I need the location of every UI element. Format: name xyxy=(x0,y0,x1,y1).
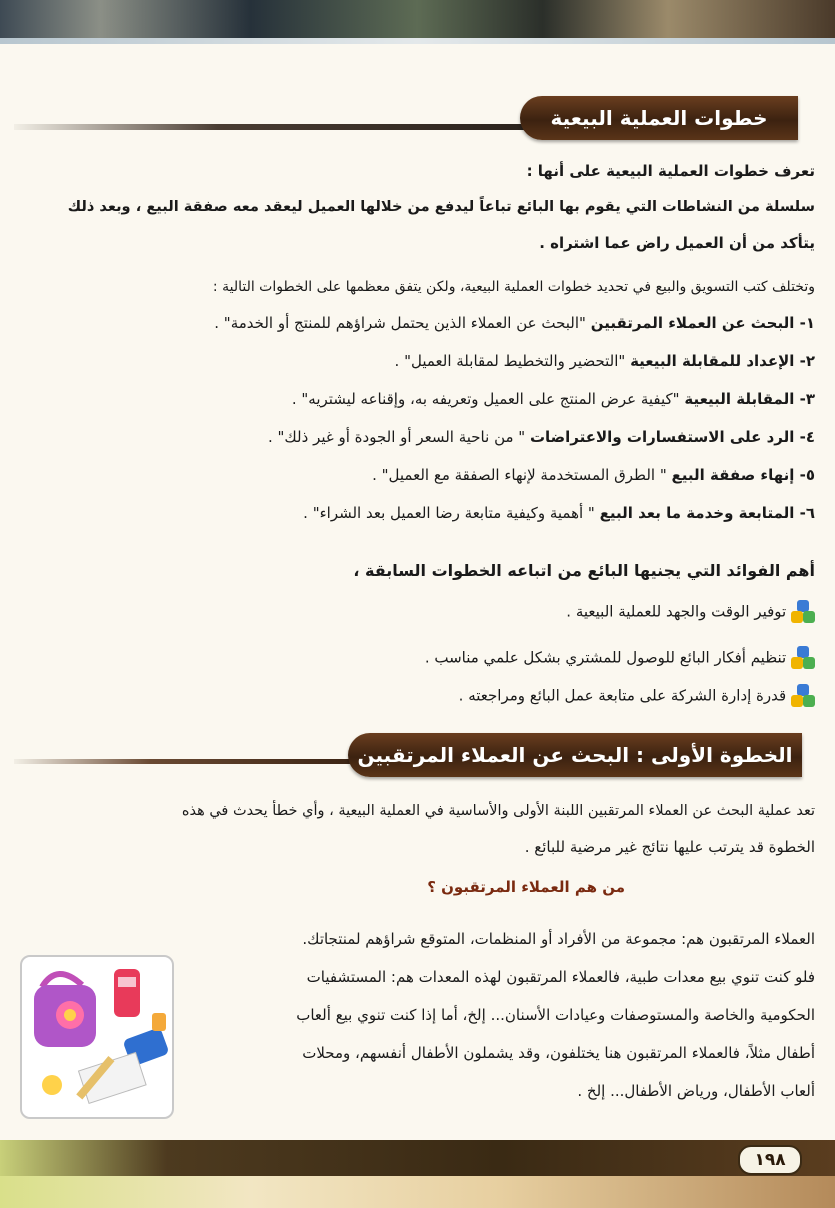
section-header xyxy=(520,96,798,140)
step-head: ٢- الإعداد للمقابلة البيعية xyxy=(630,352,815,370)
cubes-bullet-icon xyxy=(791,646,815,670)
benefit-item xyxy=(459,684,815,708)
section-title: خطوات العملية البيعية xyxy=(550,106,768,130)
paragraph: الخطوة قد يترتب عليها نتائج غير مرضية للبائع . xyxy=(524,838,815,856)
step-desc: "التحضير والتخطيط لمقابلة العميل" . xyxy=(394,352,631,370)
example-text: ألعاب الأطفال، ورياض الأطفال... إلخ . xyxy=(577,1082,815,1100)
benefits-heading: أهم الفوائد التي يجنيها البائع من اتباعه الخطوات السابقة ، xyxy=(353,561,815,580)
footer-strip xyxy=(0,1176,835,1208)
benefit-item xyxy=(425,646,815,670)
step-desc: "كيفية عرض المنتج على العميل وتعريفه به، وإقناعه ليشتريه" . xyxy=(291,390,685,408)
question-subheading: من هم العملاء المرتقبون ؟ xyxy=(427,878,625,896)
paragraph: تعد عملية البحث عن العملاء المرتقبين اللبنة الأولى والأساسية في العملية البيعية ، وأي خطأ يحدث في هذه xyxy=(181,803,815,819)
section-rule xyxy=(14,759,354,764)
step-item xyxy=(395,350,815,372)
answer-text: العملاء المرتقبون هم: مجموعة من الأفراد أو المنظمات، المتوقع شراؤهم لمنتجاتك. xyxy=(302,930,815,948)
step-desc: " أهمية وكيفية متابعة رضا العميل بعد الشراء" . xyxy=(303,504,600,522)
example-text: الحكومية والخاصة والمستوصفات وعيادات الأسنان... إلخ، أما إذا كنت تنوي بيع ألعاب xyxy=(296,1006,815,1024)
benefit-item xyxy=(566,600,815,624)
definition-text: سلسلة من النشاطات التي يقوم بها البائع تباعاً ليدفع من خلالها العميل ليعقد معه صفقة البيع ، وبعد ذلك xyxy=(67,198,815,215)
section-title: الخطوة الأولى : البحث عن العملاء المرتقبين xyxy=(357,743,793,767)
step-head: ٤- الرد على الاستفسارات والاعتراضات xyxy=(529,428,815,446)
toys-photo xyxy=(20,955,174,1119)
page-number: ١٩٨ xyxy=(738,1145,802,1175)
step-head: ٣- المقابلة البيعية xyxy=(684,390,815,408)
step-item xyxy=(214,312,815,334)
step-item xyxy=(292,388,815,410)
footer-bar xyxy=(0,1140,835,1176)
definition-text: يتأكد من أن العميل راض عما اشتراه . xyxy=(539,234,815,252)
step-item xyxy=(303,502,815,524)
step-head: ٦- المتابعة وخدمة ما بعد البيع xyxy=(599,504,815,522)
section-rule xyxy=(14,124,524,130)
cubes-bullet-icon xyxy=(791,600,815,624)
cubes-bullet-icon xyxy=(791,684,815,708)
section-header xyxy=(348,733,802,777)
step-head: ١- البحث عن العملاء المرتقبين xyxy=(590,314,815,332)
definition-lead: تعرف خطوات العملية البيعية على أنها : xyxy=(526,162,815,180)
example-text: أطفال مثلاً، فالعملاء المرتقبون هنا يختلفون، وقد يشملون الأطفال أنفسهم، ومحلات xyxy=(302,1044,815,1062)
example-text: فلو كنت تنوي بيع معدات طبية، فالعملاء المرتقبون لهذه المعدات هم: المستشفيات xyxy=(306,968,815,986)
step-item xyxy=(372,464,815,486)
benefit-text: قدرة إدارة الشركة على متابعة عمل البائع ومراجعته . xyxy=(458,686,787,705)
top-photo-strip xyxy=(0,0,835,44)
intro-text: وتختلف كتب التسويق والبيع في تحديد خطوات العملية البيعية، ولكن يتفق معظمها على الخطوات التالية : xyxy=(212,279,815,295)
step-desc: " الطرق المستخدمة لإنهاء الصفقة مع العميل" . xyxy=(372,466,672,484)
step-desc: "البحث عن العملاء الذين يحتمل شراؤهم للمنتج أو الخدمة" . xyxy=(214,314,591,332)
step-head: ٥- إنهاء صفقة البيع xyxy=(671,466,815,484)
benefit-text: تنظيم أفكار البائع للوصول للمشتري بشكل علمي مناسب . xyxy=(424,648,787,667)
step-item xyxy=(268,426,815,448)
benefit-text: توفير الوقت والجهد للعملية البيعية . xyxy=(566,602,787,621)
step-desc: " من ناحية السعر أو الجودة أو غير ذلك" . xyxy=(267,428,530,446)
